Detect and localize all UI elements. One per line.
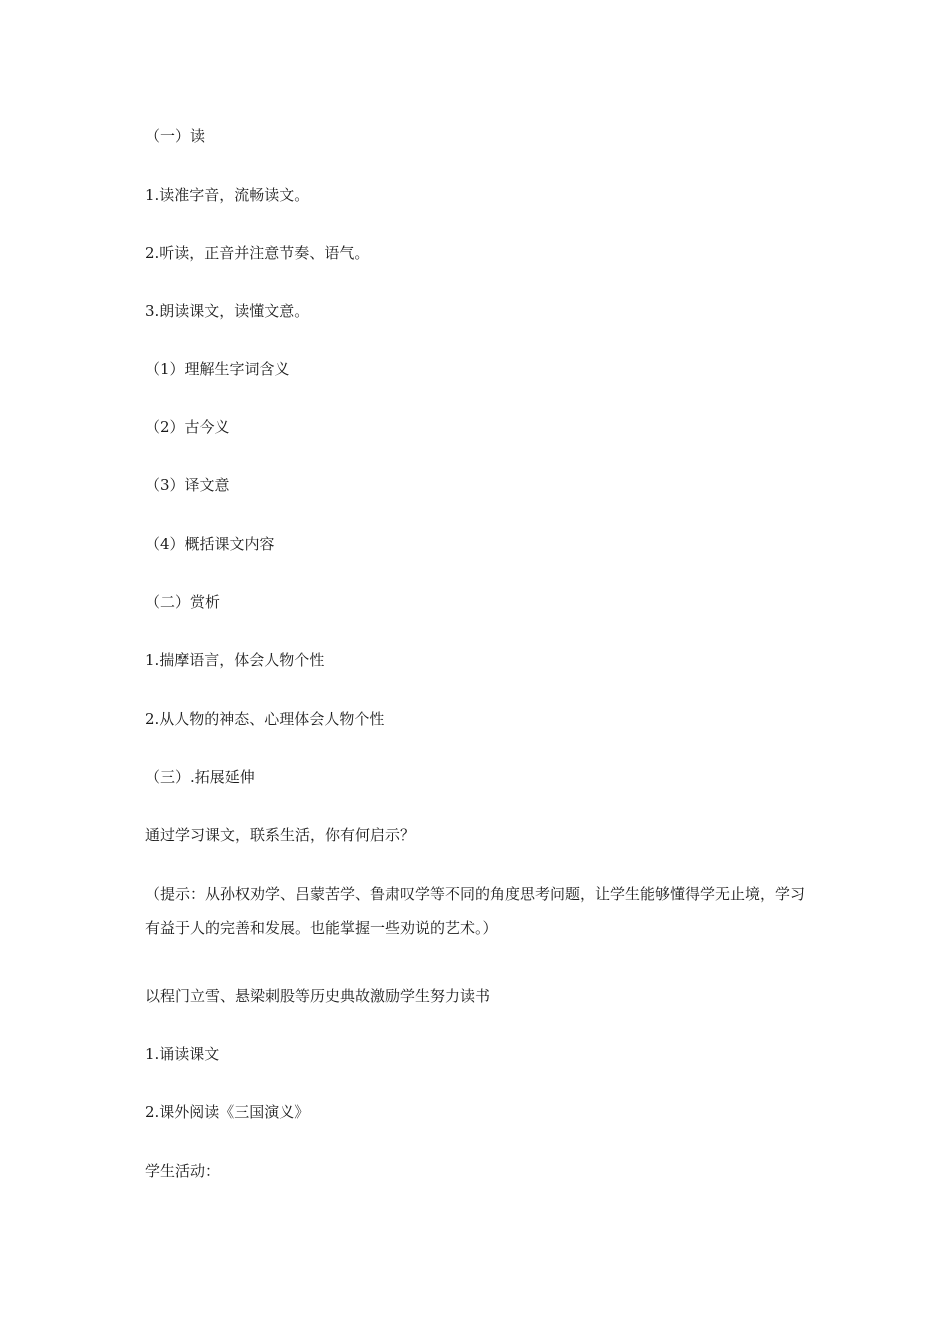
appreciation-step-1: 1.揣摩语言，体会人物个性 — [145, 651, 325, 669]
section-heading-read: （一）读 — [145, 127, 206, 145]
homework-item-1: 1.诵读课文 — [145, 1045, 220, 1063]
section-heading-extension: （三）.拓展延伸 — [145, 768, 255, 786]
read-substep-1: （1）理解生字词含义 — [145, 360, 290, 378]
appreciation-step-2: 2.从人物的神态、心理体会人物个性 — [145, 710, 385, 728]
homework-item-2: 2.课外阅读《三国演义》 — [145, 1103, 310, 1121]
extension-hint: （提示：从孙权劝学、吕蒙苦学、鲁肃叹学等不同的角度思考问题，让学生能够懂得学无止境，学习有益于人的完善和发展。也能掌握一些劝说的艺术。） — [145, 885, 806, 937]
section-heading-appreciation: （二）赏析 — [145, 593, 221, 611]
read-step-3: 3.朗读课文，读懂文意。 — [145, 302, 310, 320]
extension-motivation: 以程门立雪、悬梁刺股等历史典故激励学生努力读书 — [145, 987, 491, 1005]
read-step-1: 1.读准字音，流畅读文。 — [145, 186, 310, 204]
student-activity-label: 学生活动： — [145, 1162, 221, 1180]
read-substep-3: （3）译文意 — [145, 476, 230, 494]
read-substep-4: （4）概括课文内容 — [145, 535, 275, 553]
extension-question: 通过学习课文，联系生活，你有何启示？ — [145, 826, 416, 844]
read-substep-2: （2）古今义 — [145, 418, 230, 436]
read-step-2: 2.听读，正音并注意节奏、语气。 — [145, 244, 370, 262]
